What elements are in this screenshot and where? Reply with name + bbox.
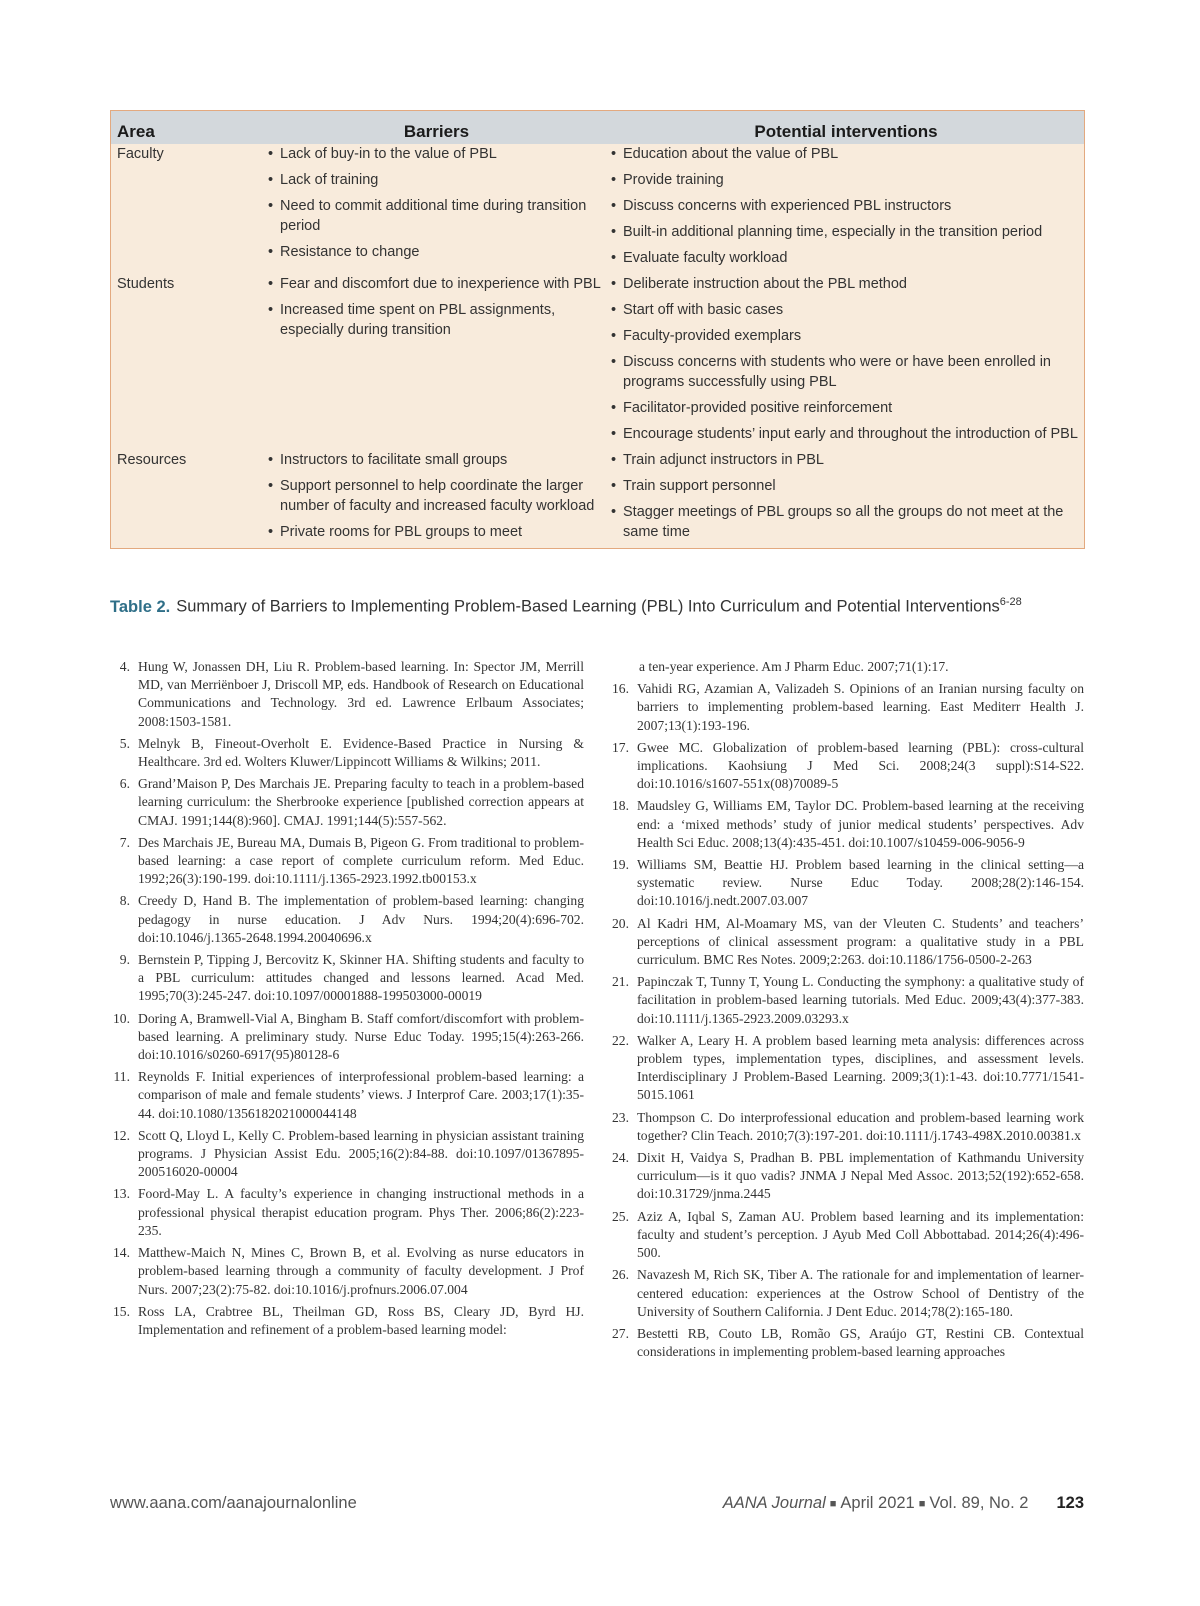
reference-item [609, 915, 1084, 970]
reference-item [609, 1109, 1084, 1145]
reference-item [609, 1208, 1084, 1263]
footer-separator: ■ [829, 1497, 837, 1510]
reference-number: 7. [119, 834, 130, 850]
reference-item [110, 892, 584, 947]
reference-text: Gwee MC. Globalization of problem-based learning (PBL): cross-cultural implications. Kaohsiung J Med Sci. 2008;24(3 suppl):S14-S22. doi:10.1016/s1607-551x(08)70089-5 [637, 739, 1084, 792]
reference-text: Navazesh M, Rich SK, Tiber A. The rationale for and implementation of learner-centered education: experiences at the Ostrow School of Dentistry of the University of Southern California. J Dent Educ. 2014;78(2):165-180. [637, 1267, 1084, 1319]
reference-number: 18. [612, 798, 629, 814]
reference-text: Bestetti RB, Couto LB, Romão GS, Araújo GT, Restini CB. Contextual considerations in implementing problem-based learning approaches [637, 1325, 1084, 1360]
reference-number: 12. [113, 1127, 130, 1143]
reference-text: Vahidi RG, Azamian A, Valizadeh S. Opinions of an Iranian nursing faculty on barriers to implementing problem-based learning. East Mediterr Health J. 2007;13(1):193-196. [637, 681, 1084, 733]
barrier-item: • Support personnel to help coordinate the larger number of faculty and increased faculty workload [266, 476, 609, 516]
reference-text: Matthew-Maich N, Mines C, Brown B, et al. Evolving as nurse educators in problem-based learning through a community of faculty development. J Prof Nurs. 2007;23(2):75-82. doi:10.1016/j.profnurs.2006.07.004 [138, 1245, 584, 1297]
reference-number: 25. [612, 1208, 629, 1224]
reference-number: 21. [612, 974, 629, 990]
header-area: Area [117, 122, 155, 141]
reference-number: 17. [612, 739, 629, 755]
reference-text: Bernstein P, Tipping J, Bercovitz K, Skinner HA. Shifting students and faculty to a PBL curriculum: attitudes changed and lessons learned. Acad Med. 1995;70(3):245-247. doi:10.1097/00001888-199503000-00019 [138, 952, 584, 1004]
reference-number: 14. [113, 1245, 130, 1261]
reference-item [110, 1127, 584, 1182]
intervention-item: • Evaluate faculty workload [609, 248, 1084, 268]
barrier-item: • Lack of buy-in to the value of PBL [266, 144, 609, 164]
reference-number: 22. [612, 1032, 629, 1048]
table-row [111, 144, 1084, 274]
area-cell: Students [117, 276, 175, 292]
area-cell: Faculty [117, 146, 164, 162]
footer-separator: ■ [918, 1497, 926, 1510]
intervention-item: • Built-in additional planning time, especially in the transition period [609, 222, 1084, 242]
reference-number: 6. [119, 776, 130, 792]
reference-item [110, 951, 584, 1006]
reference-item [609, 1325, 1084, 1361]
reference-item [110, 1185, 584, 1240]
barrier-item: • Fear and discomfort due to inexperience with PBL [266, 274, 609, 294]
reference-item [110, 1068, 584, 1123]
references-left-column [110, 658, 584, 1343]
reference-text: Papinczak T, Tunny T, Young L. Conducting the symphony: a qualitative study of facilitation in problem-based learning tutorials. Med Educ. 2009;43(4):377-383. doi:10.1111/j.1365-2923.2009.03293.x [637, 974, 1084, 1026]
barriers-table [110, 110, 1085, 549]
barrier-item: • Private rooms for PBL groups to meet [266, 522, 609, 542]
reference-number: 16. [612, 681, 629, 697]
reference-number: 5. [119, 735, 130, 751]
reference-number: 26. [612, 1267, 629, 1283]
interventions-cell [609, 450, 1084, 548]
intervention-item: • Train support personnel [609, 476, 1084, 496]
intervention-item: • Education about the value of PBL [609, 144, 1084, 164]
reference-number: 27. [612, 1325, 629, 1341]
reference-item [110, 735, 584, 771]
footer-journal-info [723, 1494, 1084, 1513]
caption-label: Table 2. [110, 597, 171, 616]
reference-item [609, 797, 1084, 852]
reference-number: 19. [612, 857, 629, 873]
footer-volume: Vol. 89, No. 2 [929, 1494, 1029, 1512]
reference-text: Creedy D, Hand B. The implementation of problem-based learning: changing pedagogy in nurse education. J Adv Nurs. 1994;20(4):696-702. doi:10.1046/j.1365-2648.1994.20040696.x [138, 893, 584, 945]
header-barriers: Barriers [403, 122, 470, 141]
interventions-cell [609, 144, 1084, 274]
intervention-item: • Start off with basic cases [609, 300, 1084, 320]
reference-item [110, 834, 584, 889]
reference-text: Williams SM, Beattie HJ. Problem based learning in the clinical setting—a systematic review. Nurse Educ Today. 2008;28(2):146-154. doi:10.1016/j.nedt.2007.03.007 [637, 857, 1084, 909]
reference-text: Grand’Maison P, Des Marchais JE. Preparing faculty to teach in a problem-based learning curriculum: the Sherbrooke experience [published correction appears at CMAJ. 1991;144(8):960]. CMAJ. 1991;144(5):557-562. [138, 776, 584, 828]
reference-item [609, 680, 1084, 735]
reference-number: 20. [612, 915, 629, 931]
footer-url: www.aana.com/aanajournalonline [110, 1494, 357, 1512]
barrier-item: • Lack of training [266, 170, 609, 190]
caption-text: Summary of Barriers to Implementing Problem-Based Learning (PBL) Into Curriculum and Potential Interventions [176, 597, 1000, 616]
reference-number: 13. [113, 1186, 130, 1202]
reference-number: 15. [113, 1303, 130, 1319]
area-cell: Resources [117, 452, 187, 468]
reference-text: Dixit H, Vaidya S, Pradhan B. PBL implementation of Kathmandu University curriculum—is it quo vadis? JNMA J Nepal Med Assoc. 2013;52(192):652-658. doi:10.31729/jnma.2445 [637, 1150, 1084, 1202]
reference-number: 8. [119, 893, 130, 909]
reference-number: 10. [113, 1010, 130, 1026]
caption-citation: 6-28 [999, 596, 1022, 608]
barriers-cell [266, 144, 609, 274]
barriers-cell [266, 450, 609, 548]
barrier-item: • Increased time spent on PBL assignments, especially during transition [266, 300, 609, 340]
intervention-item: • Provide training [609, 170, 1084, 190]
reference-item [110, 775, 584, 830]
reference-number: 9. [119, 952, 130, 968]
reference-continuation: a ten-year experience. Am J Pharm Educ. 2007;71(1):17. [639, 659, 949, 674]
footer-journal: AANA Journal [722, 1494, 826, 1512]
intervention-item: • Discuss concerns with experienced PBL instructors [609, 196, 1084, 216]
table-caption [110, 592, 1070, 617]
reference-number: 24. [612, 1150, 629, 1166]
reference-text: Aziz A, Iqbal S, Zaman AU. Problem based learning and its implementation: faculty and student’s perception. J Ayub Med Coll Abbottabad. 2014;26(4):496-500. [637, 1208, 1084, 1261]
reference-text: Melnyk B, Fineout-Overholt E. Evidence-Based Practice in Nursing & Healthcare. 3rd ed. Wolters Kluwer/Lippincott Williams & Wilkins; 2011. [138, 735, 584, 770]
table-body [111, 144, 1084, 548]
reference-number: 11. [113, 1069, 130, 1085]
table-header [111, 111, 1084, 144]
interventions-cell [609, 274, 1084, 450]
reference-text: Walker A, Leary H. A problem based learning meta analysis: differences across problem types, implementation types, disciplines, and assessment levels. Interdisciplinary J Problem-Based Learning. 2009;3(1):1-43. doi:10.7771/1541-5015.1061 [637, 1032, 1084, 1103]
reference-text: Ross LA, Crabtree BL, Theilman GD, Ross BS, Cleary JD, Byrd HJ. Implementation and refinement of a problem-based learning model: [138, 1303, 584, 1337]
intervention-item: • Faculty-provided exemplars [609, 326, 1084, 346]
reference-item [110, 1010, 584, 1065]
reference-item [609, 1149, 1084, 1204]
reference-text: Scott Q, Lloyd L, Kelly C. Problem-based learning in physician assistant training programs. J Physician Assist Edu. 2005;16(2):84-88. doi:10.1097/01367895-200516020-00004 [138, 1127, 584, 1180]
reference-number: 23. [612, 1109, 629, 1125]
intervention-item: • Discuss concerns with students who were or have been enrolled in programs successfully using PBL [609, 352, 1084, 392]
intervention-item: • Train adjunct instructors in PBL [609, 450, 1084, 470]
reference-item [110, 1303, 584, 1339]
reference-text: Foord-May L. A faculty’s experience in changing instructional methods in a professional physical therapist education program. Phys Ther. 2006;86(2):223-235. [138, 1186, 584, 1238]
reference-text: Hung W, Jonassen DH, Liu R. Problem-based learning. In: Spector JM, Merrill MD, van Merriënboer J, Driscoll MP, eds. Handbook of Research on Educational Communications and Technology. 3rd ed. Lawrence Erlbaum Associates; 2008:1503-1581. [138, 659, 584, 729]
reference-item [609, 1032, 1084, 1105]
reference-text: Thompson C. Do interprofessional education and problem-based learning work together? Clin Teach. 2010;7(3):197-201. doi:10.1111/j.1743-498X.2010.00381.x [637, 1109, 1084, 1143]
reference-item [110, 658, 584, 731]
intervention-item: • Stagger meetings of PBL groups so all the groups do not meet at the same time [609, 502, 1084, 542]
reference-item [609, 973, 1084, 1028]
intervention-item: • Encourage students’ input early and throughout the introduction of PBL [609, 424, 1084, 444]
barrier-item: • Instructors to facilitate small groups [266, 450, 609, 470]
reference-item [609, 739, 1084, 794]
reference-item [609, 856, 1084, 911]
reference-text: Reynolds F. Initial experiences of interprofessional problem-based learning: a comparison of male and female students’ views. J Interprof Care. 2003;17(1):35-44. doi:10.1080/1356182021000044148 [138, 1069, 584, 1121]
reference-text: Al Kadri HM, Al-Moamary MS, van der Vleuten C. Students’ and teachers’ perceptions of clinical assessment program: a qualitative study in a PBL curriculum. BMC Res Notes. 2009;2:263. doi:10.1186/1756-0500-2-263 [637, 915, 1084, 968]
barriers-cell [266, 274, 609, 450]
header-interventions: Potential interventions [754, 122, 938, 141]
table-row [111, 274, 1084, 450]
reference-item [609, 1266, 1084, 1321]
reference-text: Doring A, Bramwell-Vial A, Bingham B. Staff comfort/discomfort with problem-based learning. A preliminary study. Nurse Educ Today. 1995;15(4):263-266. doi:10.1016/s0260-6917(95)80128-6 [138, 1010, 584, 1063]
reference-text: Maudsley G, Williams EM, Taylor DC. Problem-based learning at the receiving end: a ‘mixed methods’ study of junior medical students’ perspectives. Adv Health Sci Educ. 2008;13(4):435-451. doi:10.1007/s10459-006-9056-9 [637, 798, 1084, 850]
intervention-item: • Deliberate instruction about the PBL method [609, 274, 1084, 294]
intervention-item: • Facilitator-provided positive reinforcement [609, 398, 1084, 418]
reference-number: 4. [119, 659, 130, 674]
reference-item [110, 1244, 584, 1299]
barrier-item: • Resistance to change [266, 242, 609, 262]
references-right-column [609, 658, 1084, 1365]
page-number: 123 [1056, 1494, 1084, 1512]
reference-text: Des Marchais JE, Bureau MA, Dumais B, Pigeon G. From traditional to problem-based learning: a case report of complete curriculum reform. Med Educ. 1992;26(3):190-199. doi:10.1111/j.1365-2923.1992.tb00153.x [138, 834, 584, 887]
barrier-item: • Need to commit additional time during transition period [266, 196, 609, 236]
table-row [111, 450, 1084, 548]
footer-date: April 2021 [840, 1494, 915, 1512]
references-right-list [609, 680, 1084, 1361]
